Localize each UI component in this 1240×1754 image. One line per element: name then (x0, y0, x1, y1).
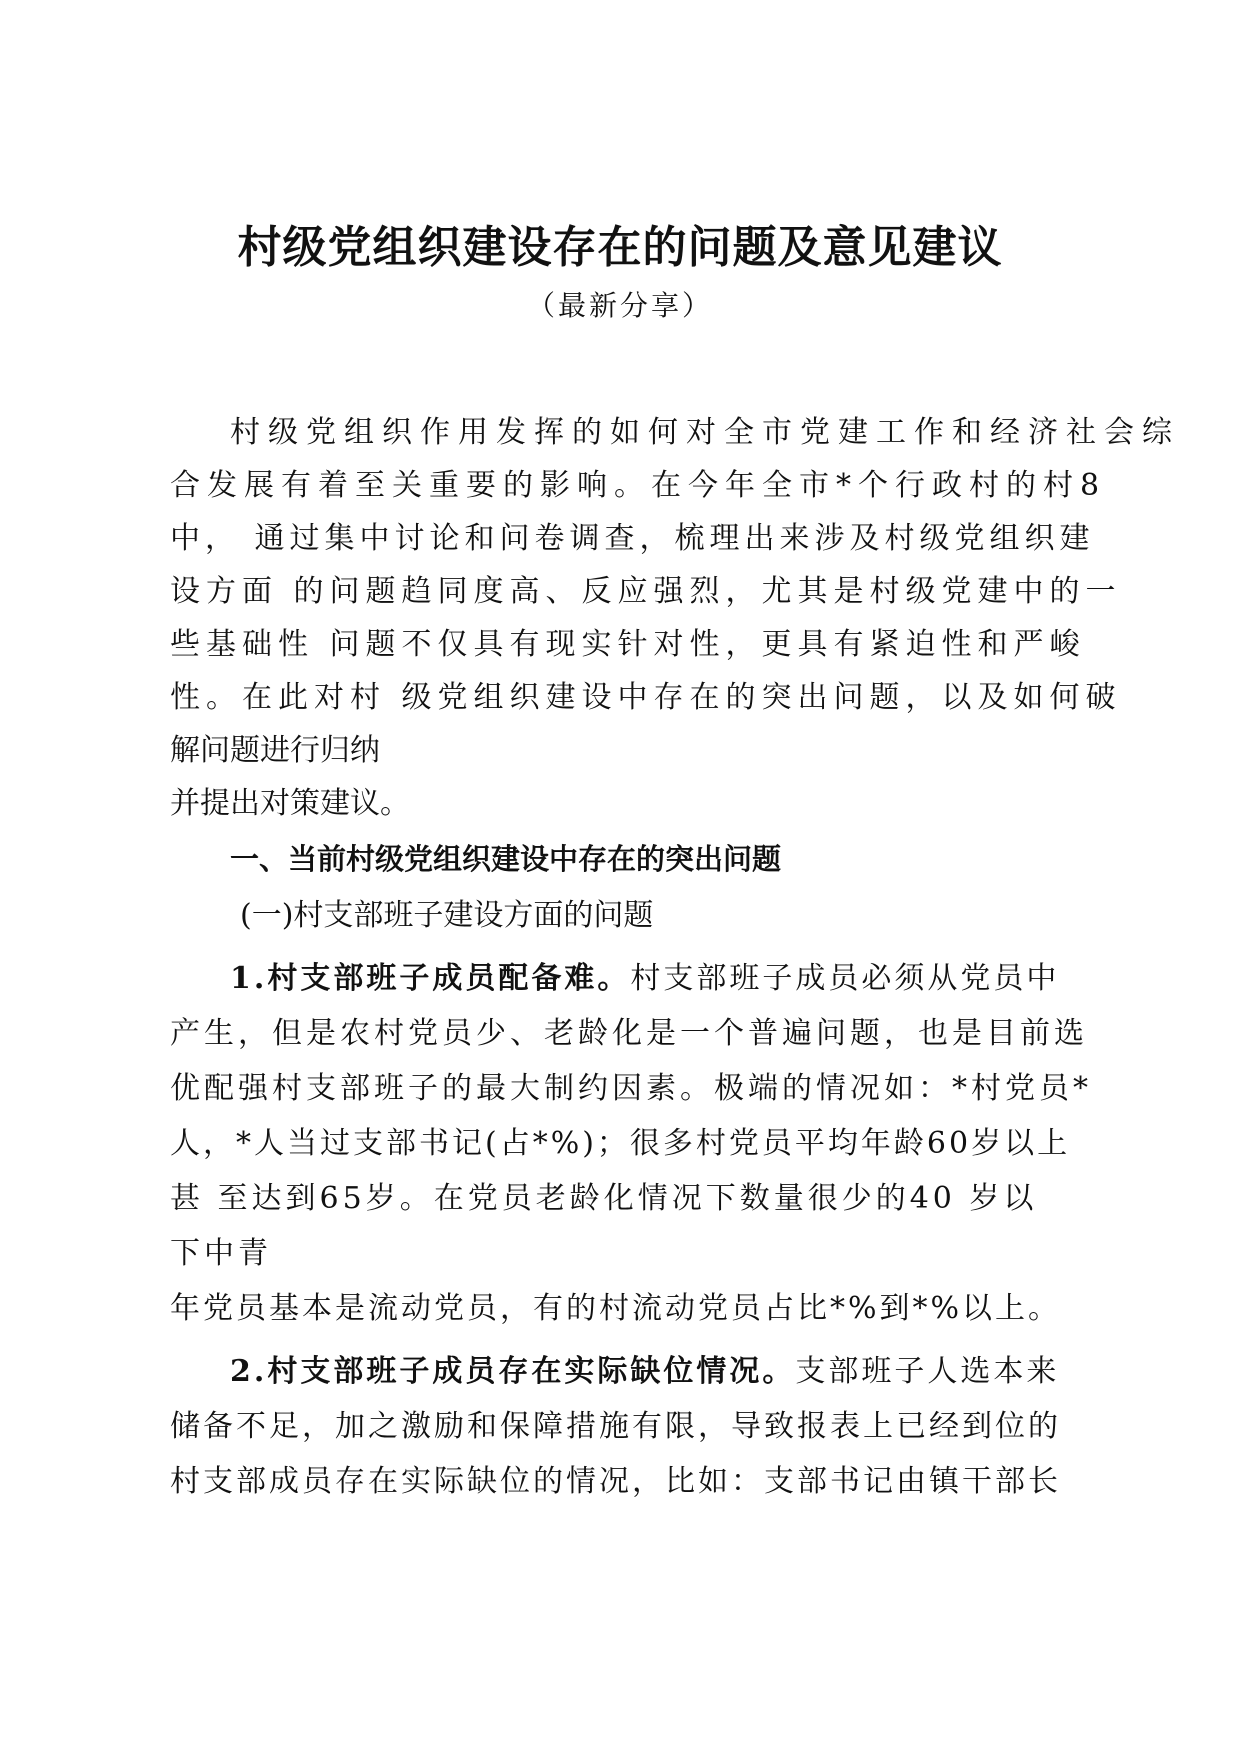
intro-line: 并提出对策建议。 (170, 786, 410, 821)
item-first-line (230, 959, 1059, 999)
subsection-heading: (一)村支部班子建设方面的问题 (240, 898, 654, 933)
item-text: 村支部班子成员必须从党员中 (630, 961, 1060, 996)
item-first-line (230, 1352, 1059, 1392)
intro-line: 设方面 的问题趋同度高、反应强烈，尤其是村级党建中的一 (170, 574, 1122, 609)
item-line: 储备不足，加之激励和保障措施有限，导致报表上已经到位的 (170, 1409, 1061, 1444)
intro-line: 性。在此对村 级党组织建设中存在的突出问题，以及如何破 (170, 680, 1122, 715)
item-line: 人，*人当过支部书记(占*%)；很多村党员平均年龄60岁以上 (170, 1126, 1071, 1161)
item-line: 优配强村支部班子的最大制约因素。极端的情况如：*村党员* (170, 1071, 1092, 1106)
intro-line: 中， 通过集中讨论和问卷调查，梳理出来涉及村级党组织建 (170, 521, 1095, 556)
item-line: 产生，但是农村党员少、老龄化是一个普遍问题，也是目前选 (170, 1016, 1088, 1051)
item-line: 村支部成员存在实际缺位的情况，比如：支部书记由镇干部长 (170, 1464, 1061, 1499)
item-lead: 1.村支部班子成员配备难。 (230, 961, 631, 996)
item-line: 年党员基本是流动党员，有的村流动党员占比*%到*%以上。 (170, 1291, 1062, 1326)
intro-line: 村级党组织作用发挥的如何对全市党建工作和经济社会综 (230, 415, 1180, 450)
intro-line: 合发展有着至关重要的影响。在今年全市*个行政村的村8 (170, 468, 1107, 503)
intro-line: 解问题进行归纳 (170, 733, 380, 768)
section-heading: 一、当前村级党组织建设中存在的突出问题 (230, 842, 782, 876)
item-text: 支部班子人选本来 (795, 1354, 1060, 1389)
item-line: 下中青 (170, 1236, 272, 1271)
item-lead: 2.村支部班子成员存在实际缺位情况。 (230, 1354, 796, 1389)
document-subtitle: （最新分享） (526, 289, 713, 322)
item-line: 甚 至达到65岁。在党员老龄化情况下数量很少的40 岁以 (170, 1181, 1038, 1216)
document-title: 村级党组织建设存在的问题及意见建议 (237, 222, 1003, 273)
intro-line: 些基础性 问题不仅具有现实针对性，更具有紧迫性和严峻 (170, 627, 1086, 662)
